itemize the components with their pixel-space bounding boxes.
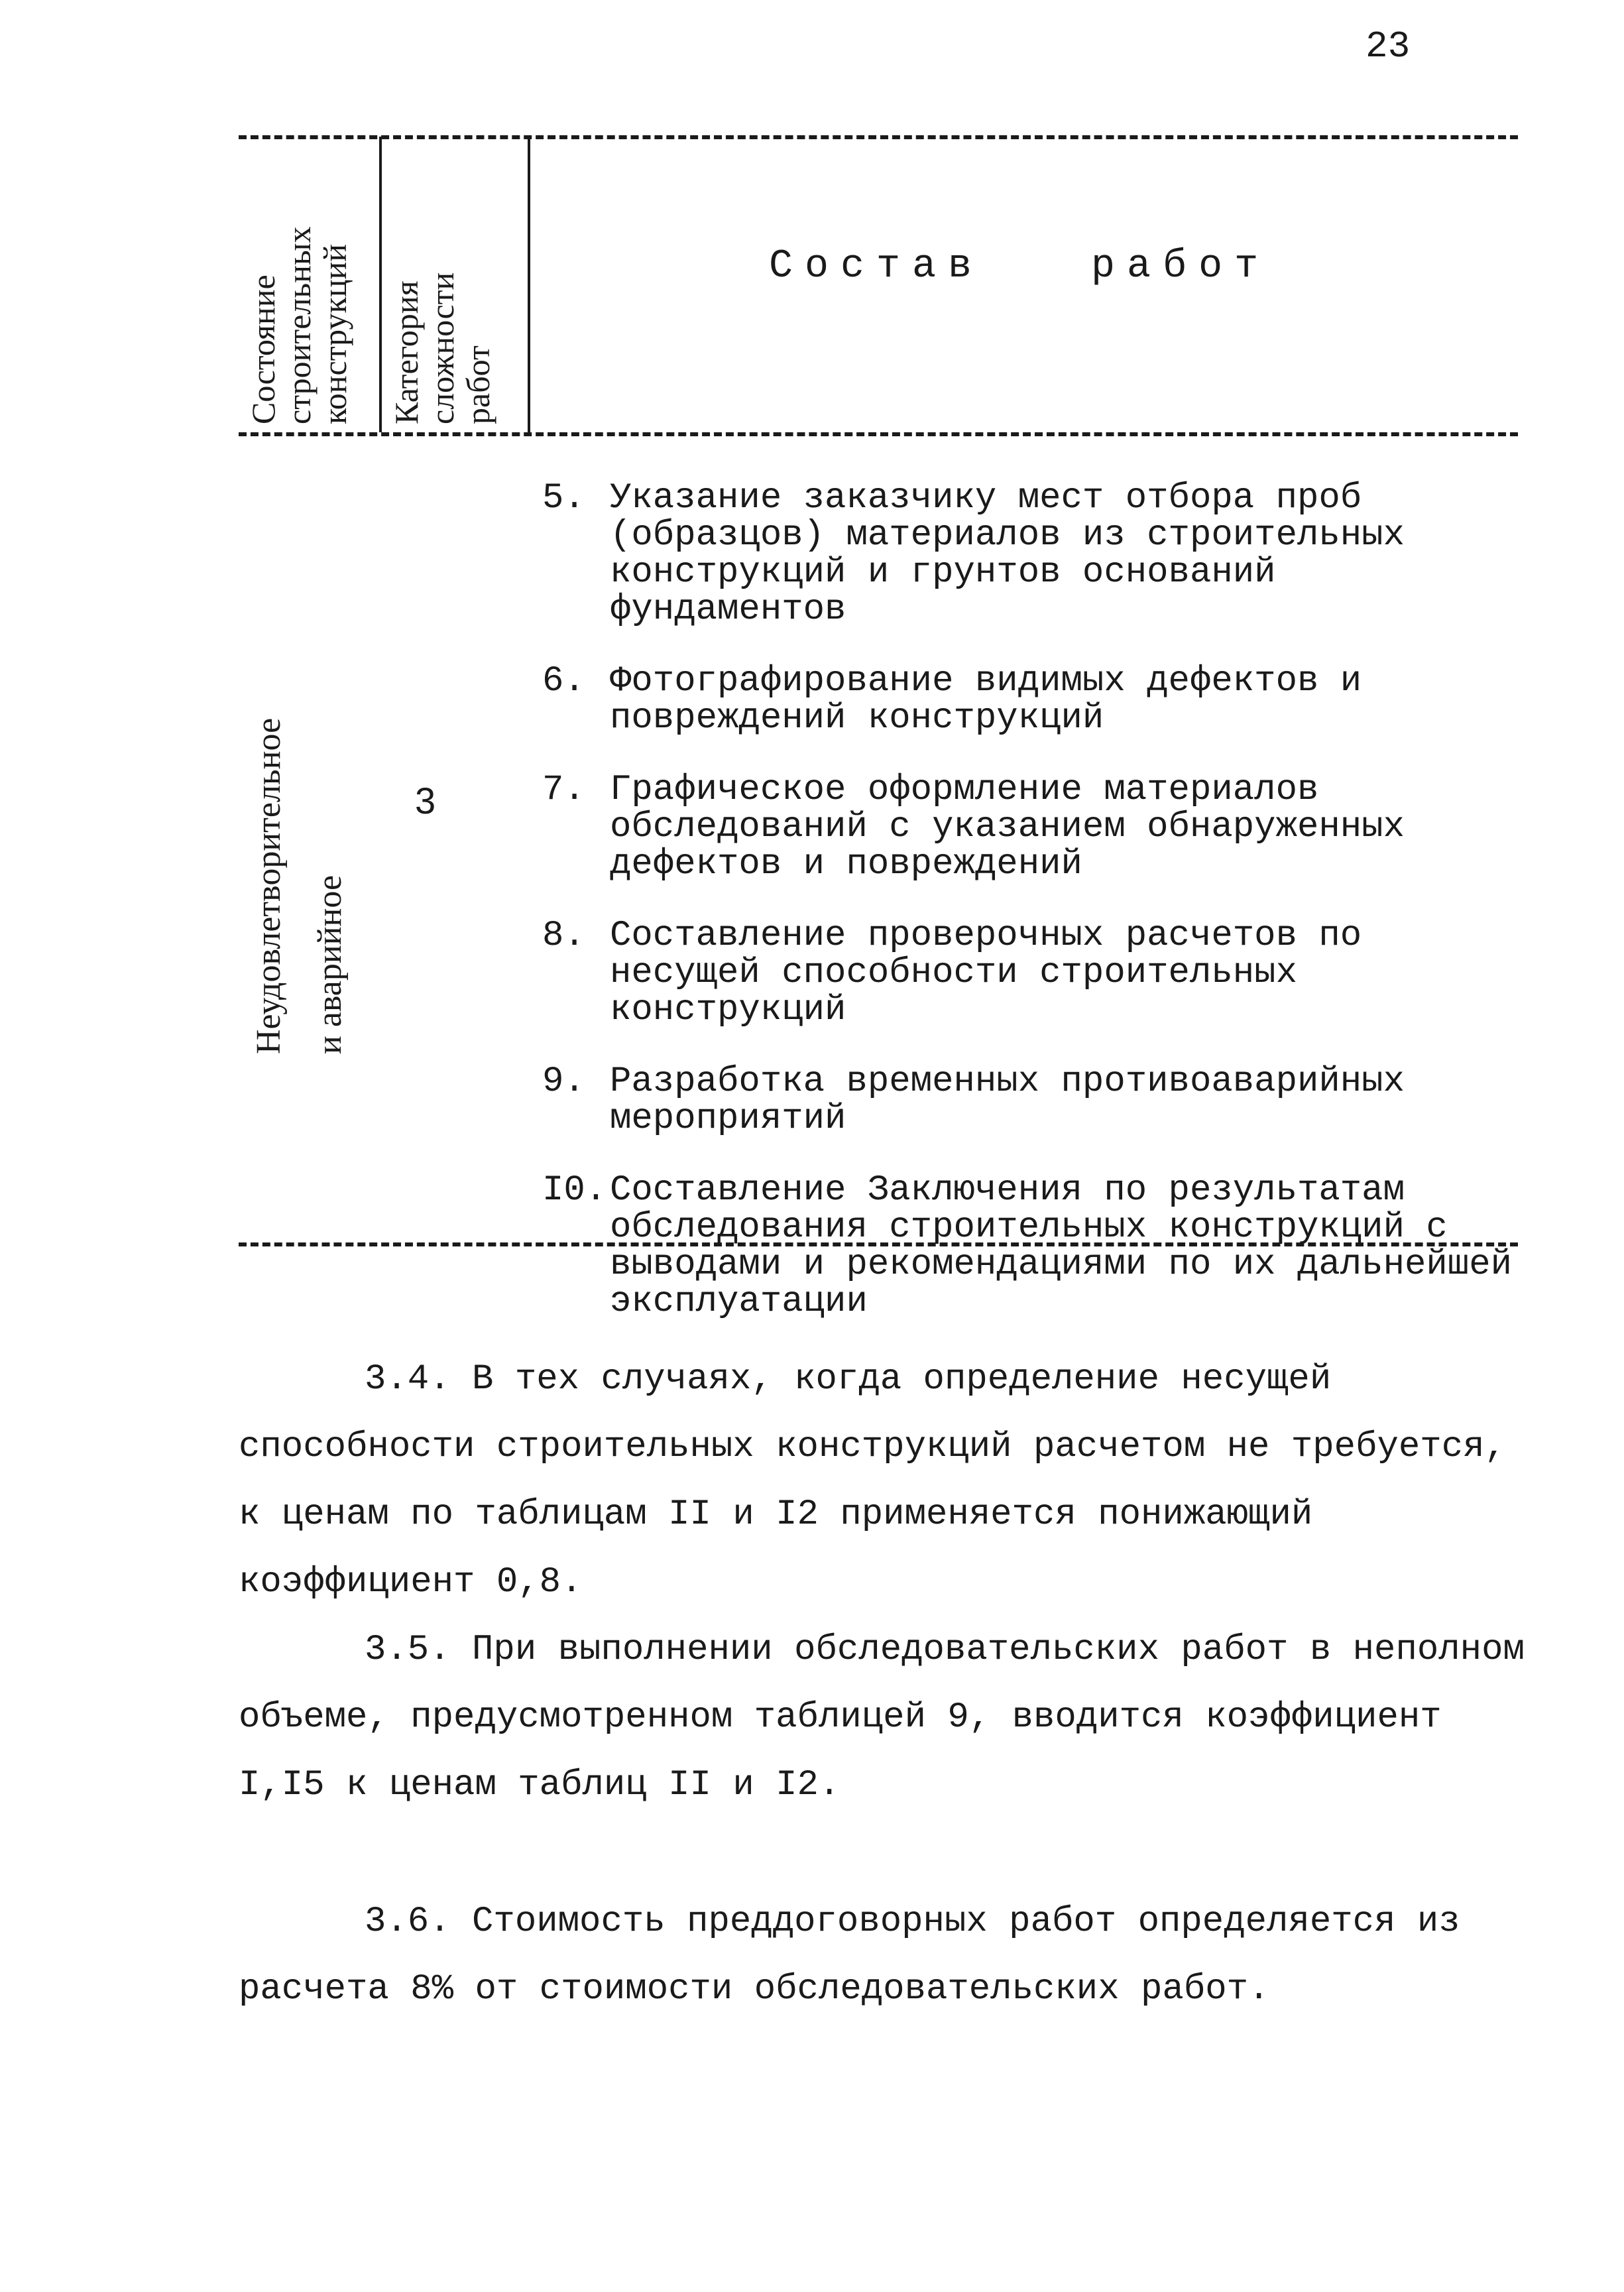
item-number: 9. <box>542 1061 585 1102</box>
header-divider-2 <box>528 137 530 432</box>
item-text: Составление проверочных расчетов по несущей способности строительных конструкций <box>610 916 1362 1030</box>
list-item <box>542 772 1523 883</box>
table-top-rule <box>239 135 1518 139</box>
list-item <box>542 480 1523 629</box>
table-header-rule <box>239 432 1518 436</box>
list-item <box>542 1063 1523 1138</box>
header-divider-1 <box>379 137 382 432</box>
header-works: Состав работ <box>769 244 1271 289</box>
table-bottom-rule <box>239 1242 1518 1246</box>
paragraph-3-6: 3.6. Стоимость преддоговорных работ определяется из расчета 8% от стоимости обследовательских работ. <box>239 1901 1460 2010</box>
header-category: Категория сложности работ <box>388 272 496 424</box>
item-number: 7. <box>542 770 585 810</box>
item-number: 6. <box>542 661 585 701</box>
list-item <box>542 1172 1523 1321</box>
paragraph-3-4: 3.4. В тех случаях, когда определение несущей способности строительных конструкций расчетом не требуется, к ценам по таблицам II и I2 применяется понижающий коэффициент 0,8. <box>239 1359 1506 1602</box>
item-number: I0. <box>542 1170 607 1211</box>
item-text: Указание заказчику мест отбора проб (образцов) материалов из строительных конструкций и грунтов оснований фундаментов <box>610 478 1405 630</box>
row-state: Неудовлетворительное и аварийное <box>250 717 349 1054</box>
works-list <box>542 480 1523 1355</box>
row-category: 3 <box>415 780 436 821</box>
item-text: Графическое оформление материалов обследований с указанием обнаруженных дефектов и повреждений <box>610 770 1405 884</box>
item-text: Фотографирование видимых дефектов и повреждений конструкций <box>610 661 1362 739</box>
item-number: 5. <box>542 478 585 518</box>
header-state: Состояние строительных конструкций <box>245 226 353 424</box>
item-text: Составление Заключения по результатам обследования строительных конструкций с выводами и рекомендациями по их дальнейшей эксплуатации <box>610 1170 1513 1322</box>
paragraph-3-5: 3.5. При выполнении обследовательских работ в неполном объеме, предусмотренном таблицей 9, вводится коэффициент I,I5 к ценам таблиц II и I2. <box>239 1630 1525 1805</box>
item-number: 8. <box>542 916 585 956</box>
list-item <box>542 918 1523 1029</box>
list-item <box>542 663 1523 737</box>
item-text: Разработка временных противоаварийных мероприятий <box>610 1061 1405 1139</box>
page-number: 23 <box>1365 25 1411 68</box>
